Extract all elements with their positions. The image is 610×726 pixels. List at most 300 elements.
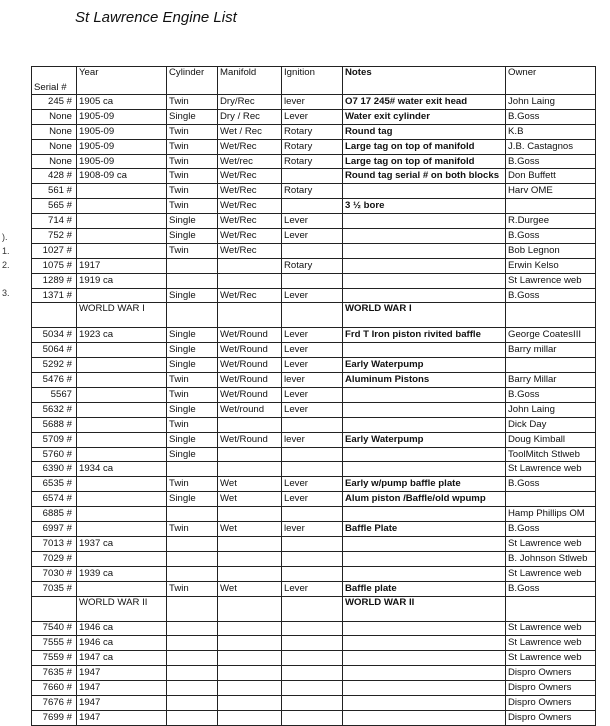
year-cell: 1947 (77, 710, 167, 725)
notes-cell: Frd T Iron piston rivited baffle (343, 328, 506, 343)
serial-cell: 6997 # (32, 522, 77, 537)
notes-cell: Water exit cylinder (343, 109, 506, 124)
owner-cell: Don Buffett (506, 169, 596, 184)
year-cell: 1939 ca (77, 566, 167, 581)
notes-cell (343, 229, 506, 244)
table-row (32, 388, 596, 403)
owner-cell: ToolMitch Stlweb (506, 447, 596, 462)
year-cell: 1905 ca (77, 95, 167, 110)
manifold-cell (218, 695, 282, 710)
manifold-cell: Wet/Round (218, 358, 282, 373)
manifold-cell: Wet/Rec (218, 288, 282, 303)
notes-cell (343, 462, 506, 477)
cylinder-cell (167, 695, 218, 710)
cylinder-cell: Single (167, 343, 218, 358)
year-cell: 1937 ca (77, 536, 167, 551)
table-row (32, 695, 596, 710)
owner-cell: K.B (506, 124, 596, 139)
serial-cell: 7555 # (32, 636, 77, 651)
cylinder-cell (167, 258, 218, 273)
ignition-cell: Rotary (282, 258, 343, 273)
cylinder-cell (167, 507, 218, 522)
table-row (32, 243, 596, 258)
notes-cell (343, 388, 506, 403)
table-row (32, 199, 596, 214)
ignition-cell: Rotary (282, 184, 343, 199)
notes-cell (343, 636, 506, 651)
ignition-cell (282, 651, 343, 666)
notes-cell: WORLD WAR II (343, 596, 506, 621)
owner-cell: B.Goss (506, 522, 596, 537)
cylinder-cell: Twin (167, 154, 218, 169)
owner-cell: Doug Kimball (506, 432, 596, 447)
cylinder-cell: Twin (167, 139, 218, 154)
table-row (32, 651, 596, 666)
notes-cell: Early w/pump baffle plate (343, 477, 506, 492)
manifold-header: Manifold (218, 67, 282, 95)
year-cell (77, 184, 167, 199)
table-row (32, 710, 596, 725)
owner-cell: St Lawrence web (506, 273, 596, 288)
ignition-cell: Lever (282, 109, 343, 124)
owner-header: Owner (506, 67, 596, 95)
manifold-cell (218, 273, 282, 288)
notes-cell (343, 447, 506, 462)
year-cell: WORLD WAR II (77, 596, 167, 621)
serial-cell: 5632 # (32, 402, 77, 417)
cylinder-cell (167, 536, 218, 551)
serial-cell: 245 # (32, 95, 77, 110)
manifold-cell (218, 417, 282, 432)
manifold-cell: Wet/Rec (218, 169, 282, 184)
notes-cell (343, 288, 506, 303)
serial-cell: 1289 # (32, 273, 77, 288)
owner-cell: Bob Legnon (506, 243, 596, 258)
year-cell: 1947 (77, 681, 167, 696)
manifold-cell: Dry/Rec (218, 95, 282, 110)
notes-cell (343, 214, 506, 229)
cylinder-cell: Twin (167, 243, 218, 258)
year-cell (77, 581, 167, 596)
ignition-cell (282, 303, 343, 328)
table-row (32, 581, 596, 596)
year-cell (77, 358, 167, 373)
manifold-cell: Wet (218, 522, 282, 537)
year-cell: 1946 ca (77, 636, 167, 651)
cylinder-cell (167, 566, 218, 581)
ignition-cell (282, 596, 343, 621)
ignition-cell: lever (282, 373, 343, 388)
serial-cell: 6574 # (32, 492, 77, 507)
table-row (32, 229, 596, 244)
ignition-cell: Rotary (282, 124, 343, 139)
table-row (32, 432, 596, 447)
owner-cell: John Laing (506, 402, 596, 417)
notes-cell (343, 343, 506, 358)
manifold-cell (218, 507, 282, 522)
owner-cell (506, 199, 596, 214)
notes-cell (343, 651, 506, 666)
owner-cell: St Lawrence web (506, 536, 596, 551)
manifold-cell: Wet/round (218, 402, 282, 417)
manifold-cell (218, 596, 282, 621)
year-cell (77, 388, 167, 403)
year-cell: 1908-09 ca (77, 169, 167, 184)
serial-cell: 1027 # (32, 243, 77, 258)
serial-cell: 7660 # (32, 681, 77, 696)
notes-cell (343, 666, 506, 681)
year-cell (77, 522, 167, 537)
table-row (32, 477, 596, 492)
manifold-cell (218, 462, 282, 477)
manifold-cell: Wet/Round (218, 343, 282, 358)
owner-cell: St Lawrence web (506, 651, 596, 666)
owner-cell: Dispro Owners (506, 681, 596, 696)
table-row (32, 666, 596, 681)
manifold-cell: Wet/Rec (218, 184, 282, 199)
table-row (32, 492, 596, 507)
margin-mark: 1. (2, 246, 10, 256)
notes-cell (343, 621, 506, 636)
serial-header: Serial # (32, 67, 77, 95)
cylinder-cell: Single (167, 328, 218, 343)
manifold-cell (218, 536, 282, 551)
manifold-cell: Wet/Round (218, 432, 282, 447)
table-row (32, 288, 596, 303)
owner-cell: J.B. Castagnos (506, 139, 596, 154)
cylinder-cell (167, 273, 218, 288)
table-row (32, 417, 596, 432)
ignition-cell (282, 536, 343, 551)
manifold-cell: Wet/Rec (218, 139, 282, 154)
manifold-cell (218, 258, 282, 273)
notes-cell: O7 17 245# water exit head (343, 95, 506, 110)
year-cell (77, 343, 167, 358)
serial-cell: 5064 # (32, 343, 77, 358)
manifold-cell (218, 666, 282, 681)
cylinder-cell (167, 651, 218, 666)
table-body (32, 95, 596, 726)
owner-cell: Barry Millar (506, 373, 596, 388)
table-row (32, 154, 596, 169)
manifold-cell: Wet/Rec (218, 229, 282, 244)
serial-cell: 7035 # (32, 581, 77, 596)
cylinder-cell (167, 303, 218, 328)
cylinder-cell: Single (167, 229, 218, 244)
manifold-cell: Wet (218, 492, 282, 507)
serial-cell: 5688 # (32, 417, 77, 432)
owner-cell: St Lawrence web (506, 621, 596, 636)
cylinder-cell: Twin (167, 373, 218, 388)
owner-cell: B.Goss (506, 154, 596, 169)
ignition-cell: Lever (282, 492, 343, 507)
cylinder-cell (167, 596, 218, 621)
ignition-cell: Lever (282, 214, 343, 229)
year-cell (77, 373, 167, 388)
section-row (32, 303, 596, 328)
notes-cell (343, 536, 506, 551)
page-title: St Lawrence Engine List (75, 9, 237, 26)
ignition-cell (282, 169, 343, 184)
owner-cell: B.Goss (506, 109, 596, 124)
ignition-header: Ignition (282, 67, 343, 95)
table-row (32, 551, 596, 566)
cylinder-cell: Single (167, 288, 218, 303)
serial-cell: 428 # (32, 169, 77, 184)
serial-cell: 6390 # (32, 462, 77, 477)
notes-cell: Baffle plate (343, 581, 506, 596)
year-cell: 1947 ca (77, 651, 167, 666)
cylinder-cell (167, 621, 218, 636)
manifold-cell: Dry / Rec (218, 109, 282, 124)
table-row (32, 273, 596, 288)
ignition-cell (282, 621, 343, 636)
year-cell: 1905-09 (77, 139, 167, 154)
serial-cell: 5567 (32, 388, 77, 403)
serial-cell: 5292 # (32, 358, 77, 373)
cylinder-cell: Twin (167, 95, 218, 110)
ignition-cell: Rotary (282, 154, 343, 169)
table-row (32, 109, 596, 124)
table-row (32, 124, 596, 139)
margin-mark: ). (2, 232, 8, 242)
year-header: Year (77, 67, 167, 95)
cylinder-cell (167, 551, 218, 566)
ignition-cell (282, 681, 343, 696)
ignition-cell: lever (282, 432, 343, 447)
notes-cell: Large tag on top of manifold (343, 154, 506, 169)
serial-cell: None (32, 109, 77, 124)
year-cell (77, 551, 167, 566)
notes-cell: Baffle Plate (343, 522, 506, 537)
owner-cell: George CoatesIII (506, 328, 596, 343)
ignition-cell: Lever (282, 229, 343, 244)
notes-cell (343, 402, 506, 417)
cylinder-cell: Twin (167, 199, 218, 214)
table-row (32, 358, 596, 373)
serial-cell: 1075 # (32, 258, 77, 273)
manifold-cell (218, 636, 282, 651)
year-cell (77, 477, 167, 492)
owner-cell (506, 596, 596, 621)
table-row (32, 184, 596, 199)
serial-cell: 6535 # (32, 477, 77, 492)
year-cell: 1905-09 (77, 124, 167, 139)
notes-cell: Alum piston /Baffle/old wpump (343, 492, 506, 507)
notes-cell (343, 551, 506, 566)
ignition-cell: Lever (282, 328, 343, 343)
serial-cell: 7559 # (32, 651, 77, 666)
manifold-cell (218, 681, 282, 696)
table-row (32, 95, 596, 110)
serial-cell (32, 596, 77, 621)
notes-cell (343, 243, 506, 258)
notes-cell: 3 ½ bore (343, 199, 506, 214)
owner-cell: Hamp Phillips OM (506, 507, 596, 522)
owner-cell: Barry millar (506, 343, 596, 358)
ignition-cell: Lever (282, 581, 343, 596)
owner-cell (506, 358, 596, 373)
year-cell: 1934 ca (77, 462, 167, 477)
year-cell (77, 432, 167, 447)
cylinder-cell: Single (167, 214, 218, 229)
serial-cell: 565 # (32, 199, 77, 214)
serial-cell: 7635 # (32, 666, 77, 681)
ignition-cell (282, 462, 343, 477)
table-row (32, 258, 596, 273)
year-cell (77, 243, 167, 258)
year-cell: 1923 ca (77, 328, 167, 343)
cylinder-cell: Twin (167, 388, 218, 403)
owner-cell: Dispro Owners (506, 710, 596, 725)
ignition-cell: lever (282, 95, 343, 110)
manifold-cell: Wet/Round (218, 388, 282, 403)
manifold-cell: Wet (218, 581, 282, 596)
table-row (32, 214, 596, 229)
year-cell (77, 199, 167, 214)
section-row (32, 596, 596, 621)
cylinder-cell: Twin (167, 124, 218, 139)
serial-cell: None (32, 139, 77, 154)
cylinder-cell: Twin (167, 169, 218, 184)
cylinder-cell (167, 636, 218, 651)
cylinder-cell: Single (167, 492, 218, 507)
ignition-cell (282, 695, 343, 710)
notes-cell (343, 681, 506, 696)
manifold-cell (218, 447, 282, 462)
table-row (32, 681, 596, 696)
serial-cell: 7676 # (32, 695, 77, 710)
owner-cell: Erwin Kelso (506, 258, 596, 273)
year-cell (77, 214, 167, 229)
table-row (32, 343, 596, 358)
owner-cell: St Lawrence web (506, 462, 596, 477)
table-row (32, 522, 596, 537)
manifold-cell (218, 710, 282, 725)
year-cell (77, 492, 167, 507)
notes-cell: WORLD WAR I (343, 303, 506, 328)
serial-cell: 7029 # (32, 551, 77, 566)
year-cell (77, 402, 167, 417)
year-cell (77, 229, 167, 244)
notes-cell: Round tag (343, 124, 506, 139)
ignition-cell: lever (282, 522, 343, 537)
ignition-cell: Lever (282, 402, 343, 417)
ignition-cell (282, 273, 343, 288)
serial-cell: 7013 # (32, 536, 77, 551)
margin-mark: 3. (2, 288, 10, 298)
manifold-cell: Wet/Rec (218, 243, 282, 258)
ignition-cell: Rotary (282, 139, 343, 154)
owner-cell: Dispro Owners (506, 695, 596, 710)
year-cell (77, 507, 167, 522)
serial-cell: 752 # (32, 229, 77, 244)
year-cell: 1905-09 (77, 109, 167, 124)
cylinder-cell (167, 710, 218, 725)
notes-cell: Large tag on top of manifold (343, 139, 506, 154)
year-cell: 1905-09 (77, 154, 167, 169)
notes-cell: Early Waterpump (343, 358, 506, 373)
serial-cell: 714 # (32, 214, 77, 229)
notes-cell: Round tag serial # on both blocks (343, 169, 506, 184)
serial-cell: 5760 # (32, 447, 77, 462)
manifold-cell: Wet/rec (218, 154, 282, 169)
notes-cell (343, 417, 506, 432)
table-row (32, 536, 596, 551)
notes-cell: Early Waterpump (343, 432, 506, 447)
margin-mark: 2. (2, 260, 10, 270)
notes-cell (343, 273, 506, 288)
manifold-cell: Wet / Rec (218, 124, 282, 139)
notes-cell: Aluminum Pistons (343, 373, 506, 388)
ignition-cell: Lever (282, 477, 343, 492)
cylinder-cell: Single (167, 109, 218, 124)
owner-cell: Harv OME (506, 184, 596, 199)
table-row (32, 566, 596, 581)
serial-cell: 561 # (32, 184, 77, 199)
manifold-cell (218, 651, 282, 666)
notes-cell (343, 507, 506, 522)
owner-cell: Dispro Owners (506, 666, 596, 681)
owner-cell: B.Goss (506, 581, 596, 596)
year-cell (77, 417, 167, 432)
manifold-cell: Wet/Rec (218, 214, 282, 229)
table-row (32, 447, 596, 462)
serial-cell: 5709 # (32, 432, 77, 447)
ignition-cell (282, 551, 343, 566)
serial-cell: 7540 # (32, 621, 77, 636)
ignition-cell: Lever (282, 343, 343, 358)
owner-cell: B.Goss (506, 288, 596, 303)
serial-cell: 5034 # (32, 328, 77, 343)
notes-header: Notes (343, 67, 506, 95)
year-cell (77, 447, 167, 462)
ignition-cell (282, 243, 343, 258)
cylinder-cell: Twin (167, 581, 218, 596)
cylinder-cell: Single (167, 432, 218, 447)
cylinder-cell (167, 462, 218, 477)
ignition-cell (282, 566, 343, 581)
notes-cell (343, 184, 506, 199)
owner-cell: St Lawrence web (506, 566, 596, 581)
ignition-cell (282, 417, 343, 432)
year-cell: 1917 (77, 258, 167, 273)
serial-cell: None (32, 154, 77, 169)
ignition-cell (282, 666, 343, 681)
year-cell: 1947 (77, 695, 167, 710)
year-cell: WORLD WAR I (77, 303, 167, 328)
owner-cell: R.Durgee (506, 214, 596, 229)
owner-cell: St Lawrence web (506, 636, 596, 651)
ignition-cell: Lever (282, 358, 343, 373)
manifold-cell: Wet (218, 477, 282, 492)
header-row (32, 67, 596, 95)
cylinder-cell: Single (167, 402, 218, 417)
cylinder-cell (167, 681, 218, 696)
owner-cell: Dick Day (506, 417, 596, 432)
manifold-cell (218, 621, 282, 636)
ignition-cell: Lever (282, 288, 343, 303)
cylinder-header: Cylinder (167, 67, 218, 95)
table-row (32, 402, 596, 417)
table-row (32, 373, 596, 388)
serial-cell: 5476 # (32, 373, 77, 388)
serial-cell: None (32, 124, 77, 139)
cylinder-cell: Single (167, 358, 218, 373)
manifold-cell: Wet/Round (218, 373, 282, 388)
manifold-cell (218, 566, 282, 581)
owner-cell: B.Goss (506, 477, 596, 492)
